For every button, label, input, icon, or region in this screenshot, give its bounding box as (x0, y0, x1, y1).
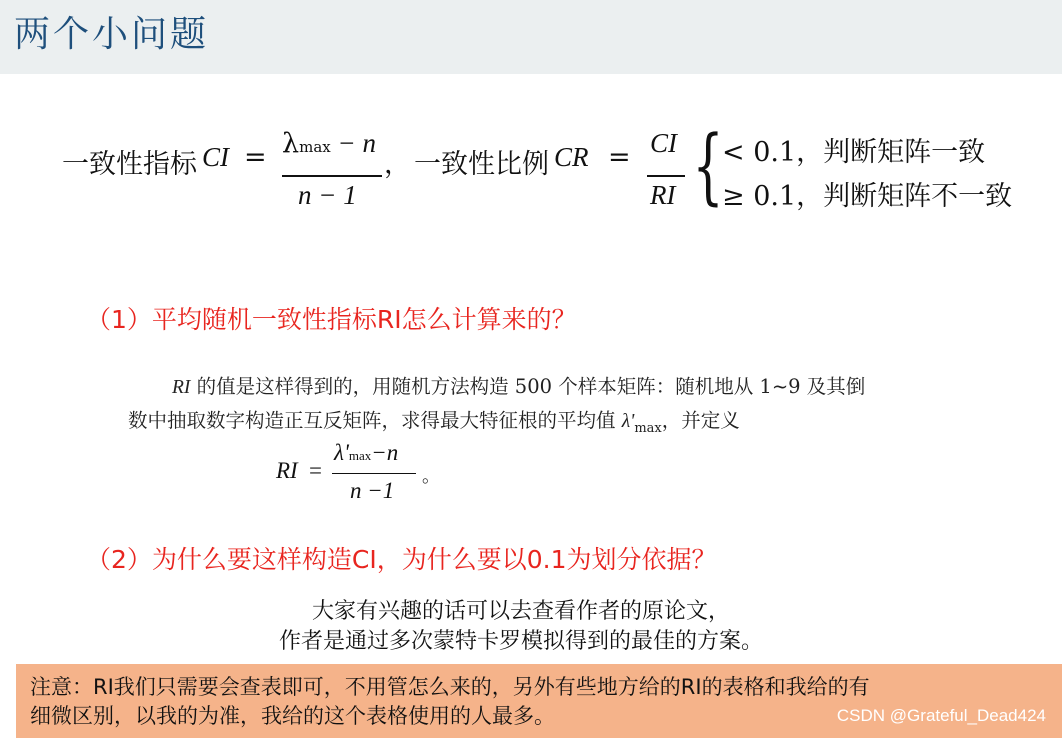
csdn-watermark: CSDN @Grateful_Dead424 (836, 706, 1046, 725)
cr-prefix: 一致性比例 (414, 149, 549, 180)
ri-equals: = (309, 458, 322, 483)
lambda-prime-inline: λ' (621, 411, 635, 432)
ri-line2-text: 数中抽取数字构造正互反矩阵，求得最大特征根的平均值 (128, 409, 622, 432)
ci-num-tail: − n (330, 128, 376, 158)
note-line-1: 注意：RI我们只需要会查表即可，不用管怎么来的，另外有些地方给的RI的表格和我给的有 (30, 675, 870, 699)
ri-symbol-inline: RI (172, 377, 191, 398)
lambda-prime-sub: max (634, 421, 662, 436)
ri-paragraph-line1 (128, 370, 968, 404)
ri-num-sub: max (348, 448, 372, 463)
ri-line2-end: ，并定义 (661, 409, 740, 432)
case2-text: ，判断矩阵不一致 (796, 181, 1013, 212)
header-bar (0, 0, 1062, 74)
case1-rel: < 0.1 (722, 137, 797, 168)
ri-denominator: n −1 (350, 478, 395, 503)
question-1: （1）平均随机一致性指标RI怎么计算来的？ (86, 305, 577, 334)
ri-paragraph (128, 370, 968, 445)
ri-num-tail: −n (371, 440, 399, 465)
slide-title: 两个小问题 (14, 14, 210, 55)
question-2: （2）为什么要这样构造CI，为什么要以0.1为划分依据？ (86, 545, 717, 574)
ci-fraction-bar (282, 175, 382, 177)
ci-symbol: CI (202, 142, 229, 172)
note-box (16, 664, 1062, 738)
answer-line-2: 作者是通过多次蒙特卡罗模拟得到的最佳的方案。 (278, 629, 763, 654)
ri-lhs: RI (276, 458, 298, 483)
case2 (722, 174, 1012, 213)
ci-cr-formula (62, 119, 1042, 240)
ratio-denominator: RI (650, 180, 676, 210)
cases-brace: { (692, 119, 724, 214)
cr-symbol: CR (554, 142, 589, 172)
ri-line1-text: 的值是这样得到的，用随机方法构造 500 个样本矩阵：随机地从 1~9 及其倒 (190, 375, 866, 398)
ci-denominator: n − 1 (298, 180, 357, 210)
ri-period: 。 (422, 466, 440, 487)
lambda-symbol: λ (282, 128, 300, 159)
ci-prefix: 一致性指标 (62, 149, 197, 180)
lambda-sub: max (299, 138, 331, 156)
answer-line-1: 大家有兴趣的话可以去查看作者的原论文， (311, 599, 730, 624)
ratio-fraction-bar (647, 175, 685, 177)
ri-formula (276, 440, 476, 510)
ci-equals: = (244, 142, 267, 173)
ri-num-lambda: λ' (334, 440, 349, 465)
ri-fraction-bar (332, 473, 416, 474)
ratio-numerator: CI (650, 128, 677, 158)
case1-text: ，判断矩阵一致 (796, 137, 986, 168)
case1 (722, 130, 985, 169)
comma: ， (384, 149, 411, 180)
ri-numerator (334, 440, 398, 466)
note-line-2: 细微区别，以我的为准，我给的这个表格使用的人最多。 (30, 704, 555, 728)
ri-paragraph-line2 (128, 404, 968, 445)
case2-rel: ≥ 0.1 (722, 181, 797, 212)
ci-numerator (282, 128, 376, 159)
cr-equals: = (608, 142, 631, 173)
